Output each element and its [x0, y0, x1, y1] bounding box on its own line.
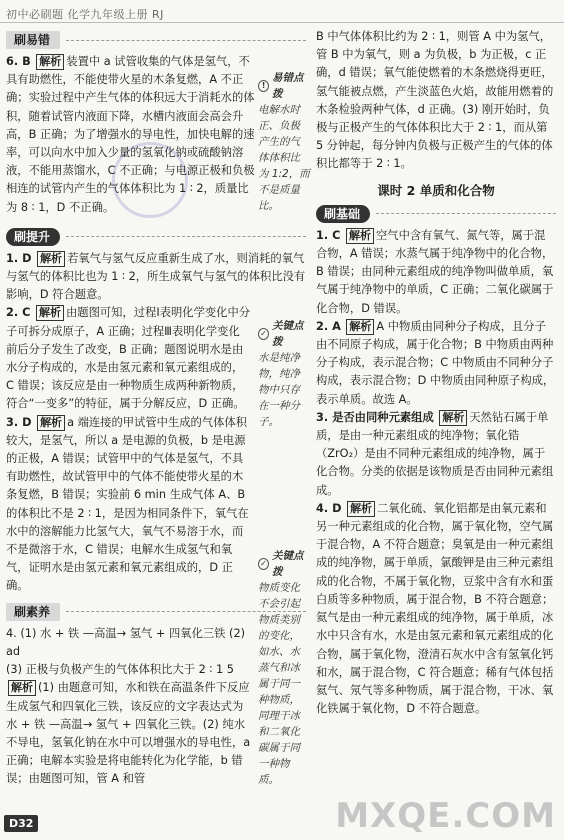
answer-item-1 [6, 250, 306, 305]
analysis-text: 二氧化硫、氧化铝都是由氧元素和另一种元素组成的化合物，属于氧化物，空气属于混合物，A 不符合题意；臭氧是由一种元素组成的纯净物，属于单质，氯酸钾是由三种元素组成的化合物，不属于氧化物，豆浆中含有水和蛋白质等多种物质，属于混合物，B 不符合题意；氦气是由一种元素组成的纯净物，属于单质，冰水中只含有水，水是由氢元素和氧元素组成的化合物，属于氧化物，澄清石灰水中含有氢氧化钙和水，属于混合物，C 符合题意；稀有气体包括氦气、氖气等多种物质，属于混合物，干冰、氧化铁属于氧化物，D 不符合题意。 [316, 501, 554, 716]
side-note-key [258, 548, 310, 788]
section-rule [376, 213, 556, 214]
page-header: 初中必刷题 化学九年级上册 RJ [6, 8, 164, 21]
note-title: 关键点拨 [272, 320, 304, 348]
key-icon: ✓ [258, 328, 269, 340]
section-tag: 刷易错 [6, 31, 60, 49]
answer-number: 3. D [6, 415, 32, 429]
answer-line: 4. (1) 水 + 铁 —高温→ 氢气 + 四氧化三铁 (2) ad [6, 626, 246, 658]
note-title: 易错点拨 [272, 72, 304, 100]
header-divider [0, 22, 564, 23]
key-icon: ✓ [258, 558, 269, 570]
answer-item-6 [6, 53, 256, 217]
section-tag: 刷素养 [6, 603, 60, 621]
note-text: 电解水时正、负极产生的气体体积比为 1:2，而不是质量比。 [258, 104, 310, 212]
analysis-label: 解析 [346, 228, 374, 244]
note-text: 水是纯净物，纯净物中只存在一种分子。 [258, 352, 300, 428]
answer-number: 2. A [316, 319, 341, 333]
analysis-label: 解析 [37, 251, 65, 267]
section-rule [66, 40, 306, 41]
answer-item-3 [6, 414, 251, 596]
analysis-text: 装置中 a 试管收集的气体是氢气，不具有助燃性，不能使带火星的木条复燃，A 不正确；实验过程中产生气体的体积远大于消耗水的体积，随着试管内液面下降，水槽内液面会高会升高，B 正确；为了增强水的导电性，加快电解的速率，可以向水中加入少量的氢氧化钠或硫酸钠溶液，不能用蒸馏水，C 不正确；与电源正极和负极相连的试管内产生的气体体积比为 1 ∶ 2，质量比为 8 ∶ 1，D 不正确。 [6, 55, 255, 214]
section-tag: 刷基础 [316, 205, 370, 223]
answer-number: 2. C [6, 306, 31, 320]
answer-item-4 [6, 625, 251, 789]
side-note-key [258, 318, 310, 430]
section-header-basic [316, 204, 556, 224]
analysis-text: 空气中含有氧气、氮气等，属于混合物，A 错误；水蒸气属于纯净物中的化合物，B 错误；由同种元素组成的纯净物叫做单质，氧气属于纯净物中的单质，C 正确；二氧化碳属于化合物，D 错误。 [316, 228, 554, 315]
section-header-easy-mistakes [6, 30, 306, 50]
note-text: 物质变化不会引起物质类别的变化，如水、水蒸气和冰属于同一种物质，同理干冰和二氧化碳属于同一种物质。 [258, 582, 300, 786]
analysis-text: a 端连接的甲试管中生成的气体体积较大，是氢气，所以 a 是电源的负极，b 是电源的正极，A 错误；试管甲中的气体是氢气，不具有助燃性，故试管甲中的气体不能使带火星的木条复燃，B 错误；实验前 6 min 生成气体 A、B 的体积比不是 2 ∶ 1，是因为相同条件下，氧气在水中的溶解能力比氢气大，氧气不易溶于水，而不是微溶于水，C 错误；电解水生成氢气和氧气，证明水是由氢元素和氧元素组成的，D 正确。 [6, 415, 249, 593]
analysis-label: 解析 [346, 319, 374, 335]
analysis-text: 天然钻石属于单质，是由一种元素组成的纯净物；氧化锆（ZrO₂）是由不同种元素组成的纯净物，属于化合物。分类的依据是该物质是否由同种元素组成。 [316, 410, 554, 497]
answer-number: 4. D [316, 501, 342, 515]
answer-item-2 [6, 304, 251, 413]
analysis-label: 解析 [37, 415, 65, 431]
answer-number: 1. C [316, 228, 341, 242]
analysis-text: (1) 由题意可知，水和铁在高温条件下反应生成氢气和四氧化三铁，该反应的文字表达式为 水 + 铁 —高温→ 氢气 + 四氧化三铁。(2) 纯水不导电，氢氧化钠在水中可以增强水的导电性，a 正确；电解本实验是将电能转化为化学能，b 错误；由题图可知，管 A 和管 [6, 681, 251, 786]
analysis-label: 解析 [36, 305, 64, 321]
analysis-text: A 中物质由同种分子构成，且分子由不同原子构成，属于化合物；B 中物质由两种分子构成，表示混合物；C 中物质由不同种分子构成，表示混合物；D 中物质由同种原子构成，表示单质。故选 A。 [316, 319, 555, 406]
answer-number: 1. D [6, 251, 32, 265]
section-header-improve [6, 227, 306, 247]
answer-item-3 [316, 409, 556, 500]
continued-text: B 中气体体积比约为 2 ∶ 1，则管 A 中为氢气，管 B 中为氧气，则 a 为负极，b 为正极，c 正确，d 错误；氧气能使燃着的木条燃烧得更旺，氢气能被点燃，产生淡蓝色火焰，故能用燃着的木条检验两种气体，d 正确。(3) 刚开始时，负极与正极产生的气体体积比大于 2 ∶ 1，而从第 5 分钟起，每分钟内负极与正极产生的气体的体积比都等于 2 ∶ 1。 [316, 30, 554, 171]
analysis-label: 解析 [439, 410, 467, 426]
page-number: D32 [4, 815, 38, 832]
right-column [316, 28, 556, 718]
answer-item-2 [316, 318, 556, 409]
section-rule [66, 236, 306, 237]
section-tag: 刷提升 [6, 228, 60, 246]
analysis-text: 若氧气与氢气反应重新生成了水，则消耗的氧气与氢气的体积比也为 1 ∶ 2，所生成氧气与氢气的体积比没有影响，D 符合题意。 [6, 251, 306, 302]
answer-line: (3) 正极与负极产生的气体体积比大于 2 ∶ 1 5 [6, 663, 234, 677]
tip-icon: ! [258, 80, 269, 92]
lesson-title: 课时 2 单质和化合物 [377, 182, 495, 198]
note-title: 关键点拨 [272, 550, 304, 578]
analysis-text: 由题图可知，过程Ⅰ表明化学变化中分子可拆分成原子，A 正确；过程Ⅲ表明化学变化前后分子发生了改变，B 正确；题图说明水是由水分子构成的，水是由氢元素和氧元素组成的，C 错误；该反应是由一种物质生成两种新物质，符合“一变多”的特征，属于分解反应，D 正确。 [6, 306, 251, 411]
answer-item-1 [316, 227, 556, 318]
side-note-tip [258, 70, 310, 214]
answer-number: 6. B [6, 55, 31, 68]
answer-number: 3. 是否由同种元素组成 [316, 410, 434, 424]
analysis-label: 解析 [36, 54, 64, 70]
answer-item-4 [316, 500, 556, 718]
analysis-label: 解析 [8, 680, 36, 696]
watermark-logo: MXQE.COM [335, 796, 556, 836]
analysis-label: 解析 [347, 501, 375, 517]
